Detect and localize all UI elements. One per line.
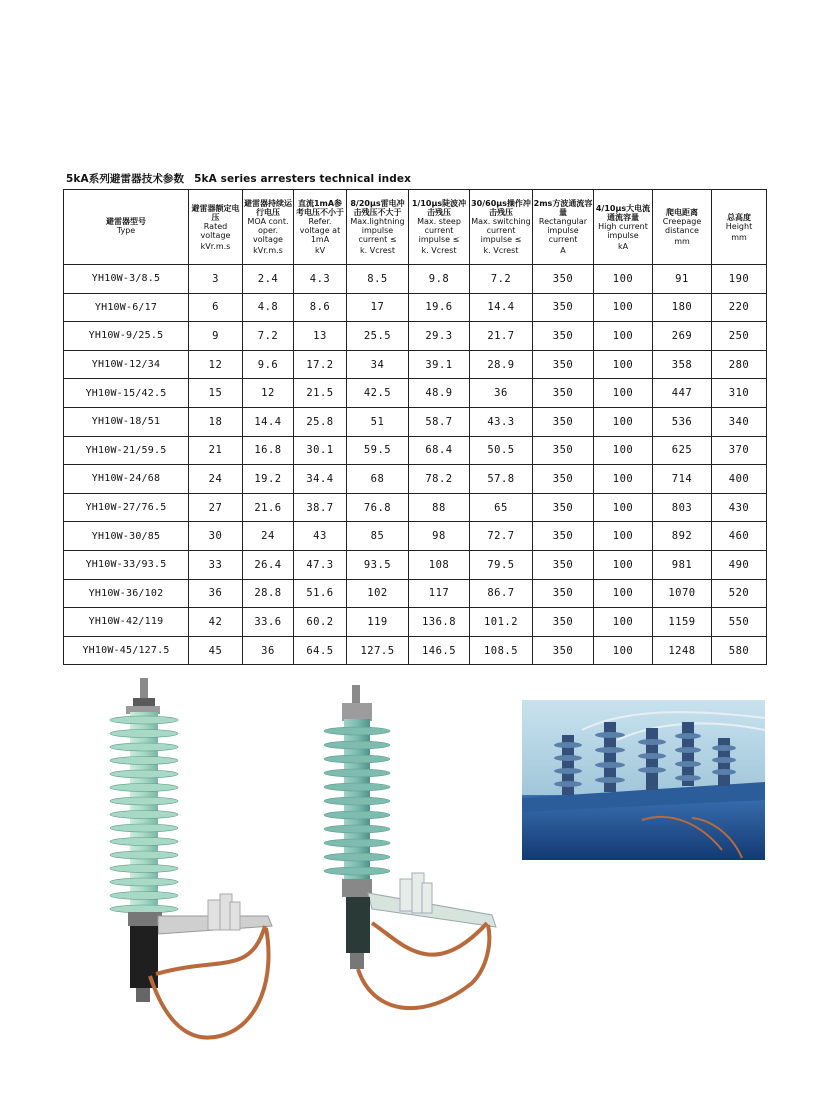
value-cell: 100 — [594, 522, 653, 551]
value-cell: 220 — [712, 293, 767, 322]
value-cell: 60.2 — [294, 608, 347, 637]
header-unit: A — [560, 246, 566, 255]
header-unit: mm — [674, 237, 690, 246]
value-cell: 30 — [189, 522, 243, 551]
table-row — [64, 436, 767, 465]
value-cell: 9.6 — [243, 350, 294, 379]
value-cell: 146.5 — [409, 636, 470, 665]
header-unit: kVr.m.s — [200, 241, 231, 251]
value-cell: 25.8 — [294, 407, 347, 436]
table-row — [64, 379, 767, 408]
value-cell: 51 — [347, 407, 409, 436]
value-cell: 100 — [594, 293, 653, 322]
header-cn: 避雷器持续运行电压 — [244, 199, 292, 217]
value-cell: 350 — [533, 436, 594, 465]
value-cell: 78.2 — [409, 465, 470, 494]
value-cell: 68 — [347, 465, 409, 494]
value-cell: 370 — [712, 436, 767, 465]
value-cell: 981 — [653, 550, 712, 579]
value-cell: 93.5 — [347, 550, 409, 579]
value-cell: 43.3 — [470, 407, 533, 436]
header-cell — [594, 190, 653, 265]
value-cell: 101.2 — [470, 608, 533, 637]
header-cell — [294, 190, 347, 265]
value-cell: 250 — [712, 322, 767, 351]
value-cell: 18 — [189, 407, 243, 436]
value-cell: 91 — [653, 265, 712, 294]
table-row — [64, 522, 767, 551]
table-row — [64, 579, 767, 608]
title-cn: 5kA系列避雷器技术参数 — [66, 173, 185, 185]
insulator-shed — [324, 783, 390, 791]
header-cell — [64, 190, 189, 265]
header-cn: 2ms方波通流容量 — [533, 199, 593, 217]
table-row — [64, 293, 767, 322]
value-cell: 85 — [347, 522, 409, 551]
header-en: High current impulse — [598, 221, 648, 240]
type-cell: YH10W-36/102 — [64, 579, 189, 608]
type-cell: YH10W-45/127.5 — [64, 636, 189, 665]
value-cell: 15 — [189, 379, 243, 408]
header-row — [64, 190, 767, 265]
insulator-shed — [324, 755, 390, 763]
value-cell: 72.7 — [470, 522, 533, 551]
header-cell — [347, 190, 409, 265]
value-cell: 6 — [189, 293, 243, 322]
type-cell: YH10W-12/34 — [64, 350, 189, 379]
value-cell: 13 — [294, 322, 347, 351]
value-cell: 102 — [347, 579, 409, 608]
header-cn: 避雷器型号 — [106, 217, 146, 226]
value-cell: 310 — [712, 379, 767, 408]
value-cell: 280 — [712, 350, 767, 379]
header-unit: k. Vcrest — [360, 246, 395, 255]
value-cell: 12 — [189, 350, 243, 379]
insulator-shed — [110, 851, 178, 859]
value-cell: 580 — [712, 636, 767, 665]
type-cell: YH10W-3/8.5 — [64, 265, 189, 294]
header-cn: 总高度 — [727, 212, 751, 222]
value-cell: 1070 — [653, 579, 712, 608]
value-cell: 100 — [594, 407, 653, 436]
value-cell: 350 — [533, 636, 594, 665]
arrester-photo-light — [100, 676, 280, 1051]
header-cell — [409, 190, 470, 265]
header-en: Max.lightning impulse current ≤ — [350, 217, 405, 244]
header-en: Type — [116, 226, 136, 235]
value-cell: 36 — [189, 579, 243, 608]
value-cell: 4.8 — [243, 293, 294, 322]
value-cell: 714 — [653, 465, 712, 494]
insulator-shed — [324, 741, 390, 749]
value-cell: 117 — [409, 579, 470, 608]
header-cn: 8/20μs雷电冲击残压不大于 — [350, 199, 405, 217]
type-cell: YH10W-42/119 — [64, 608, 189, 637]
value-cell: 33 — [189, 550, 243, 579]
value-cell: 21.6 — [243, 493, 294, 522]
value-cell: 29.3 — [409, 322, 470, 351]
header-cn: 1/10μs陡波冲击残压 — [411, 199, 467, 217]
insulator-shed — [110, 757, 178, 765]
value-cell: 47.3 — [294, 550, 347, 579]
insulator-shed — [110, 824, 178, 832]
table-row — [64, 608, 767, 637]
value-cell: 21.5 — [294, 379, 347, 408]
value-cell: 350 — [533, 493, 594, 522]
value-cell: 190 — [712, 265, 767, 294]
type-cell: YH10W-15/42.5 — [64, 379, 189, 408]
header-en: Max. steep current impulse ≤ — [417, 217, 461, 244]
value-cell: 119 — [347, 608, 409, 637]
value-cell: 45 — [189, 636, 243, 665]
value-cell: 42 — [189, 608, 243, 637]
value-cell: 340 — [712, 407, 767, 436]
insulator-shed — [110, 784, 178, 792]
header-cell — [533, 190, 594, 265]
header-en: Height — [725, 221, 753, 231]
value-cell: 8.5 — [347, 265, 409, 294]
value-cell: 100 — [594, 379, 653, 408]
value-cell: 36 — [243, 636, 294, 665]
insulator-shed — [324, 825, 390, 833]
insulator-shed — [110, 770, 178, 778]
insulator-shed — [324, 867, 390, 875]
value-cell: 30.1 — [294, 436, 347, 465]
insulator-shed — [324, 769, 390, 777]
header-cn: 避雷器额定电压 — [191, 203, 240, 222]
insulator-shed — [110, 730, 178, 738]
value-cell: 350 — [533, 522, 594, 551]
insulator-shed — [110, 905, 178, 913]
value-cell: 100 — [594, 436, 653, 465]
value-cell: 892 — [653, 522, 712, 551]
insulator-shed — [110, 811, 178, 819]
value-cell: 350 — [533, 550, 594, 579]
value-cell: 38.7 — [294, 493, 347, 522]
value-cell: 127.5 — [347, 636, 409, 665]
value-cell: 350 — [533, 379, 594, 408]
header-unit: k. Vcrest — [421, 246, 457, 255]
table-row — [64, 322, 767, 351]
value-cell: 100 — [594, 608, 653, 637]
insulator-shed — [110, 797, 178, 805]
header-cn: 爬电距离 — [666, 208, 698, 217]
value-cell: 108 — [409, 550, 470, 579]
header-en: Rated voltage — [200, 221, 231, 240]
table-body — [64, 265, 767, 665]
value-cell: 64.5 — [294, 636, 347, 665]
insulator-shed — [324, 839, 390, 847]
value-cell: 42.5 — [347, 379, 409, 408]
type-cell: YH10W-6/17 — [64, 293, 189, 322]
title-en: 5kA series arresters technical index — [194, 173, 411, 185]
value-cell: 7.2 — [470, 265, 533, 294]
table-row — [64, 407, 767, 436]
spec-table — [63, 189, 767, 665]
value-cell: 447 — [653, 379, 712, 408]
value-cell: 350 — [533, 293, 594, 322]
header-cell — [712, 190, 767, 265]
value-cell: 98 — [409, 522, 470, 551]
table-row — [64, 636, 767, 665]
value-cell: 43 — [294, 522, 347, 551]
installation-photo — [522, 700, 765, 860]
type-cell: YH10W-33/93.5 — [64, 550, 189, 579]
header-unit: kA — [617, 241, 629, 251]
value-cell: 358 — [653, 350, 712, 379]
value-cell: 350 — [533, 265, 594, 294]
value-cell: 51.6 — [294, 579, 347, 608]
header-en: Creepage distance — [662, 217, 702, 235]
value-cell: 48.9 — [409, 379, 470, 408]
value-cell: 19.2 — [243, 465, 294, 494]
value-cell: 350 — [533, 608, 594, 637]
header-unit: kVr.m.s — [253, 246, 283, 255]
value-cell: 536 — [653, 407, 712, 436]
table-row — [64, 350, 767, 379]
header-en: Refer. voltage at 1mA — [299, 217, 341, 244]
value-cell: 1159 — [653, 608, 712, 637]
insulator-shed — [324, 853, 390, 861]
value-cell: 25.5 — [347, 322, 409, 351]
value-cell: 625 — [653, 436, 712, 465]
value-cell: 400 — [712, 465, 767, 494]
table-row — [64, 465, 767, 494]
value-cell: 100 — [594, 322, 653, 351]
value-cell: 28.9 — [470, 350, 533, 379]
value-cell: 136.8 — [409, 608, 470, 637]
value-cell: 34.4 — [294, 465, 347, 494]
value-cell: 36 — [470, 379, 533, 408]
value-cell: 21.7 — [470, 322, 533, 351]
value-cell: 24 — [243, 522, 294, 551]
value-cell: 58.7 — [409, 407, 470, 436]
header-unit: kV — [314, 246, 326, 255]
value-cell: 14.4 — [243, 407, 294, 436]
type-cell: YH10W-24/68 — [64, 465, 189, 494]
value-cell: 350 — [533, 322, 594, 351]
value-cell: 3 — [189, 265, 243, 294]
header-en: Rectangular impulse current — [538, 217, 588, 244]
header-cell — [653, 190, 712, 265]
insulator-shed — [324, 797, 390, 805]
table-row — [64, 550, 767, 579]
value-cell: 350 — [533, 407, 594, 436]
table-row — [64, 493, 767, 522]
value-cell: 19.6 — [409, 293, 470, 322]
value-cell: 350 — [533, 465, 594, 494]
value-cell: 550 — [712, 608, 767, 637]
value-cell: 14.4 — [470, 293, 533, 322]
value-cell: 21 — [189, 436, 243, 465]
value-cell: 9 — [189, 322, 243, 351]
value-cell: 350 — [533, 579, 594, 608]
value-cell: 26.4 — [243, 550, 294, 579]
value-cell: 7.2 — [243, 322, 294, 351]
value-cell: 180 — [653, 293, 712, 322]
value-cell: 4.3 — [294, 265, 347, 294]
insulator-shed — [110, 892, 178, 900]
value-cell: 28.8 — [243, 579, 294, 608]
type-cell: YH10W-30/85 — [64, 522, 189, 551]
value-cell: 68.4 — [409, 436, 470, 465]
header-unit: mm — [731, 232, 747, 242]
insulator-shed — [324, 811, 390, 819]
value-cell: 79.5 — [470, 550, 533, 579]
value-cell: 12 — [243, 379, 294, 408]
value-cell: 2.4 — [243, 265, 294, 294]
value-cell: 65 — [470, 493, 533, 522]
table-row — [64, 265, 767, 294]
header-unit: k. Vcrest — [483, 246, 519, 255]
header-en: MOA cont. oper. voltage — [247, 217, 289, 244]
type-cell: YH10W-27/76.5 — [64, 493, 189, 522]
value-cell: 460 — [712, 522, 767, 551]
insulator-shed — [110, 878, 178, 886]
value-cell: 100 — [594, 465, 653, 494]
value-cell: 59.5 — [347, 436, 409, 465]
header-cell — [243, 190, 294, 265]
value-cell: 27 — [189, 493, 243, 522]
value-cell: 269 — [653, 322, 712, 351]
arrester-photo-dark — [312, 683, 512, 1043]
type-cell: YH10W-9/25.5 — [64, 322, 189, 351]
header-en: Max. switching current impulse ≤ — [471, 217, 531, 244]
header-cn: 4/10μs大电流通流容量 — [595, 203, 651, 222]
insulator-shed — [110, 743, 178, 751]
value-cell: 33.6 — [243, 608, 294, 637]
value-cell: 34 — [347, 350, 409, 379]
value-cell: 803 — [653, 493, 712, 522]
value-cell: 17.2 — [294, 350, 347, 379]
insulator-shed — [324, 727, 390, 735]
value-cell: 50.5 — [470, 436, 533, 465]
value-cell: 430 — [712, 493, 767, 522]
value-cell: 17 — [347, 293, 409, 322]
value-cell: 9.8 — [409, 265, 470, 294]
header-cell — [189, 190, 243, 265]
value-cell: 8.6 — [294, 293, 347, 322]
value-cell: 100 — [594, 636, 653, 665]
header-cell — [470, 190, 533, 265]
type-cell: YH10W-21/59.5 — [64, 436, 189, 465]
value-cell: 100 — [594, 550, 653, 579]
value-cell: 1248 — [653, 636, 712, 665]
value-cell: 490 — [712, 550, 767, 579]
header-cn: 直流1mA参考电压不小于 — [296, 199, 344, 217]
value-cell: 57.8 — [470, 465, 533, 494]
insulator-shed — [110, 838, 178, 846]
value-cell: 100 — [594, 350, 653, 379]
value-cell: 76.8 — [347, 493, 409, 522]
insulator-shed — [110, 865, 178, 873]
value-cell: 39.1 — [409, 350, 470, 379]
value-cell: 100 — [594, 265, 653, 294]
value-cell: 108.5 — [470, 636, 533, 665]
value-cell: 24 — [189, 465, 243, 494]
value-cell: 100 — [594, 579, 653, 608]
type-cell: YH10W-18/51 — [64, 407, 189, 436]
value-cell: 520 — [712, 579, 767, 608]
value-cell: 86.7 — [470, 579, 533, 608]
insulator-shed — [110, 716, 178, 724]
value-cell: 350 — [533, 350, 594, 379]
table-title — [66, 171, 411, 186]
header-cn: 30/60μs操作冲击残压 — [471, 199, 531, 217]
value-cell: 100 — [594, 493, 653, 522]
value-cell: 88 — [409, 493, 470, 522]
value-cell: 16.8 — [243, 436, 294, 465]
